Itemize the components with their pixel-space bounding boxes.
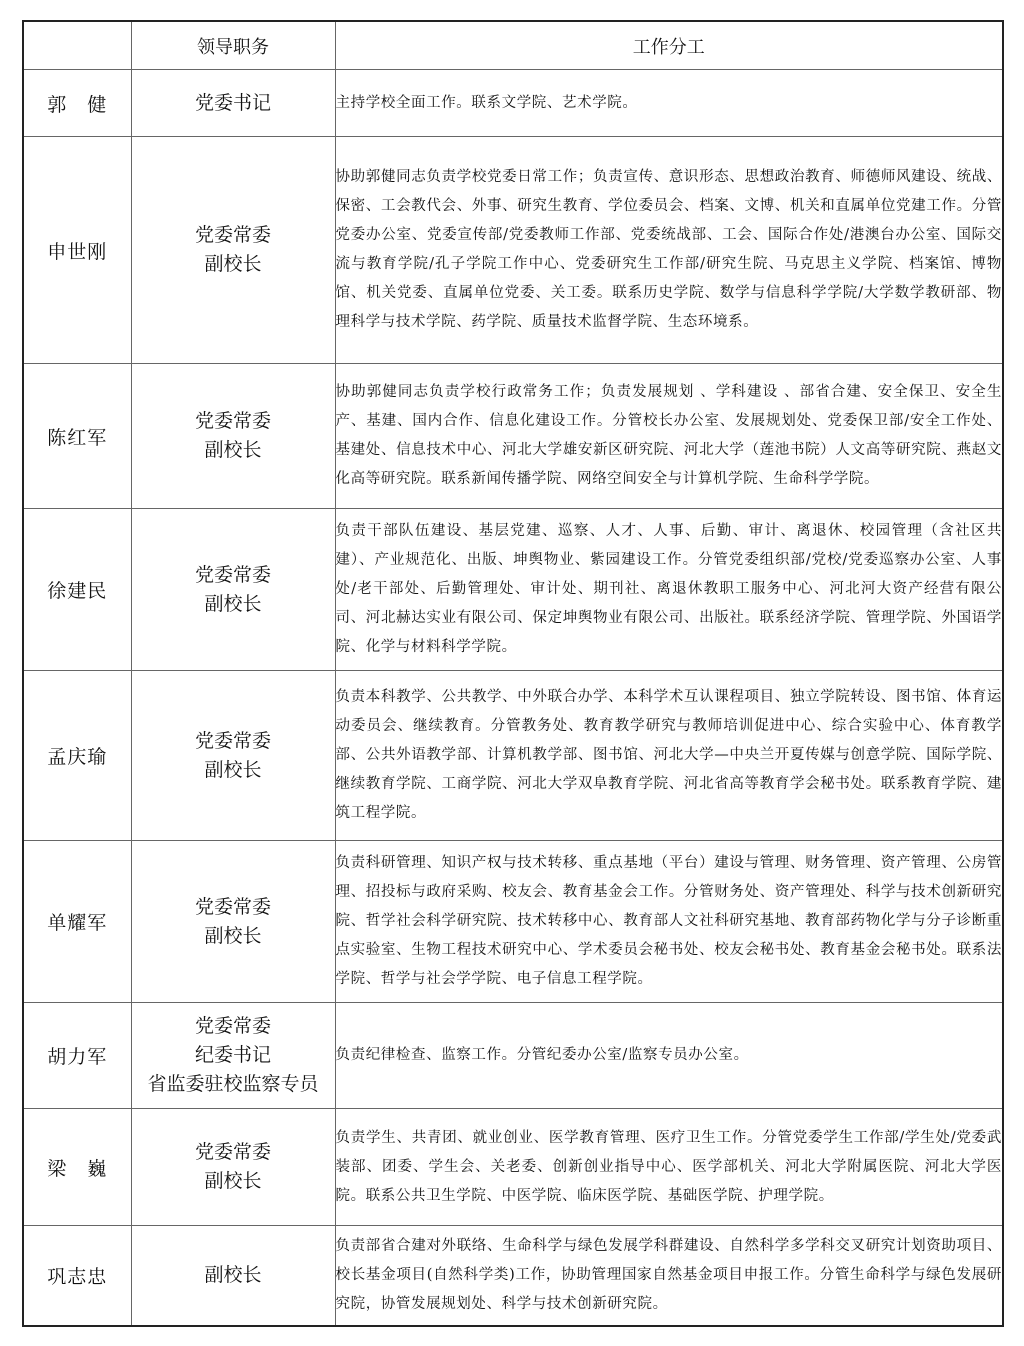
leader-duties: 负责科研管理、知识产权与技术转移、重点基地（平台）建设与管理、财务管理、资产管理、公房管理、招投标与政府采购、校友会、教育基金会工作。分管财务处、资产管理处、科学与技术创新研究院、哲学社会科学研究院、技术转移中心、教育部人文社科研究基地、教育部药物化学与分子诊断重点实验室、生物工程技术研究中心、学术委员会秘书处、校友会秘书处、教育基金会秘书处。联系法学院、哲学与社会学学院、电子信息工程学院。 <box>335 841 1003 1003</box>
position-line: 副校长 <box>204 253 262 275</box>
leader-name: 徐建民 <box>23 509 131 671</box>
position-line: 党委常委 <box>194 1141 271 1163</box>
position-line: 副校长 <box>204 758 262 781</box>
position-line: 党委常委 <box>194 895 271 918</box>
position-line: 副校长 <box>204 924 262 947</box>
leader-position <box>131 671 335 841</box>
leader-duties: 协助郭健同志负责学校行政常务工作；负责发展规划 、学科建设 、部省合建、安全保卫、安全生产、基建、国内合作、信息化建设工作。分管校长办公室、发展规划处、党委保卫部/安全工作处、基建处、信息技术中心、河北大学雄安新区研究院、河北大学（莲池书院）人文高等研究院、燕赵文化高等研究院。联系新闻传播学院、网络空间安全与计算机学院、生命科学学院。 <box>335 364 1003 509</box>
leader-name: 胡力军 <box>23 1003 131 1109</box>
leader-duties: 协助郭健同志负责学校党委日常工作；负责宣传、意识形态、思想政治教育、师德师风建设、统战、保密、工会教代会、外事、研究生教育、学位委员会、档案、文博、机关和直属单位党建工作。分管党委办公室、党委宣传部/党委教师工作部、党委统战部、工会、国际合作处/港澳台办公室、国际交流与教育学院/孔子学院工作中心、党委研究生工作部/研究生院、马克思主义学院、档案馆、博物馆、机关党委、直属单位党委、关工委。联系历史学院、数学与信息科学学院/大学数学教研部、物理科学与技术学院、药学院、质量技术监督学院、生态环境系。 <box>335 137 1003 364</box>
position-line: 党委常委 <box>194 1015 271 1037</box>
header-name-cell <box>23 21 131 70</box>
leader-name: 陈红军 <box>23 364 131 509</box>
leader-name: 梁 巍 <box>23 1109 131 1226</box>
leader-name: 郭 健 <box>23 70 131 137</box>
table-row <box>23 841 1003 1003</box>
table-row <box>23 1003 1003 1109</box>
position-line: 党委常委 <box>194 563 271 586</box>
leader-name: 巩志忠 <box>23 1226 131 1326</box>
leader-position <box>131 70 335 137</box>
table-row <box>23 137 1003 364</box>
position-line: 副校长 <box>204 1263 262 1286</box>
leader-name: 申世刚 <box>23 137 131 364</box>
leader-position <box>131 1226 335 1326</box>
position-line: 党委常委 <box>194 410 271 432</box>
leader-duties-table <box>22 20 1004 1327</box>
header-position-cell: 领导职务 <box>131 21 335 70</box>
position-line: 副校长 <box>204 592 262 615</box>
leader-position <box>131 137 335 364</box>
table-row <box>23 1226 1003 1326</box>
table-header-row <box>23 21 1003 70</box>
leader-name: 孟庆瑜 <box>23 671 131 841</box>
leader-position <box>131 509 335 671</box>
table-row <box>23 70 1003 137</box>
leader-position <box>131 1109 335 1226</box>
leader-duties: 主持学校全面工作。联系文学院、艺术学院。 <box>335 70 1003 137</box>
position-line: 副校长 <box>204 1170 262 1192</box>
position-line: 纪委书记 <box>194 1044 271 1066</box>
position-line: 省监委驻校监察专员 <box>147 1073 319 1095</box>
leader-position <box>131 1003 335 1109</box>
leader-duties: 负责本科教学、公共教学、中外联合办学、本科学术互认课程项目、独立学院转设、图书馆、体育运动委员会、继续教育。分管教务处、教育教学研究与教师培训促进中心、综合实验中心、体育教学部、公共外语教学部、计算机教学部、图书馆、河北大学—中央兰开夏传媒与创意学院、国际学院、继续教育学院、工商学院、河北大学双阜教育学院、河北省高等教育学会秘书处。联系教育学院、建筑工程学院。 <box>335 671 1003 841</box>
position-line: 党委常委 <box>194 224 271 246</box>
table-row <box>23 364 1003 509</box>
leader-duties: 负责纪律检查、监察工作。分管纪委办公室/监察专员办公室。 <box>335 1003 1003 1109</box>
leader-position <box>131 364 335 509</box>
leader-duties: 负责学生、共青团、就业创业、医学教育管理、医疗卫生工作。分管党委学生工作部/学生处/党委武装部、团委、学生会、关老委、创新创业指导中心、医学部机关、河北大学附属医院、河北大学医院。联系公共卫生学院、中医学院、临床医学院、基础医学院、护理学院。 <box>335 1109 1003 1226</box>
leader-duties: 负责部省合建对外联络、生命科学与绿色发展学科群建设、自然科学多学科交叉研究计划资助项目、校长基金项目(自然科学类)工作，协助管理国家自然基金项目申报工作。分管生命科学与绿色发展研究院，协管发展规划处、科学与技术创新研究院。 <box>335 1226 1003 1326</box>
leader-name: 单耀军 <box>23 841 131 1003</box>
position-line: 党委常委 <box>194 729 271 752</box>
position-line: 党委书记 <box>194 91 271 114</box>
table-row <box>23 671 1003 841</box>
leader-position <box>131 841 335 1003</box>
table-row <box>23 1109 1003 1226</box>
leader-duties: 负责干部队伍建设、基层党建、巡察、人才、人事、后勤、审计、离退休、校园管理（含社区共建）、产业规范化、出版、坤舆物业、紫园建设工作。分管党委组织部/党校/党委巡察办公室、人事处/老干部处、后勤管理处、审计处、期刊社、离退休教职工服务中心、河北河大资产经营有限公司、河北赫达实业有限公司、保定坤舆物业有限公司、出版社。联系经济学院、管理学院、外国语学院、化学与材料科学学院。 <box>335 509 1003 671</box>
position-line: 副校长 <box>204 439 262 461</box>
header-duties-cell: 工作分工 <box>335 21 1003 70</box>
table-row <box>23 509 1003 671</box>
